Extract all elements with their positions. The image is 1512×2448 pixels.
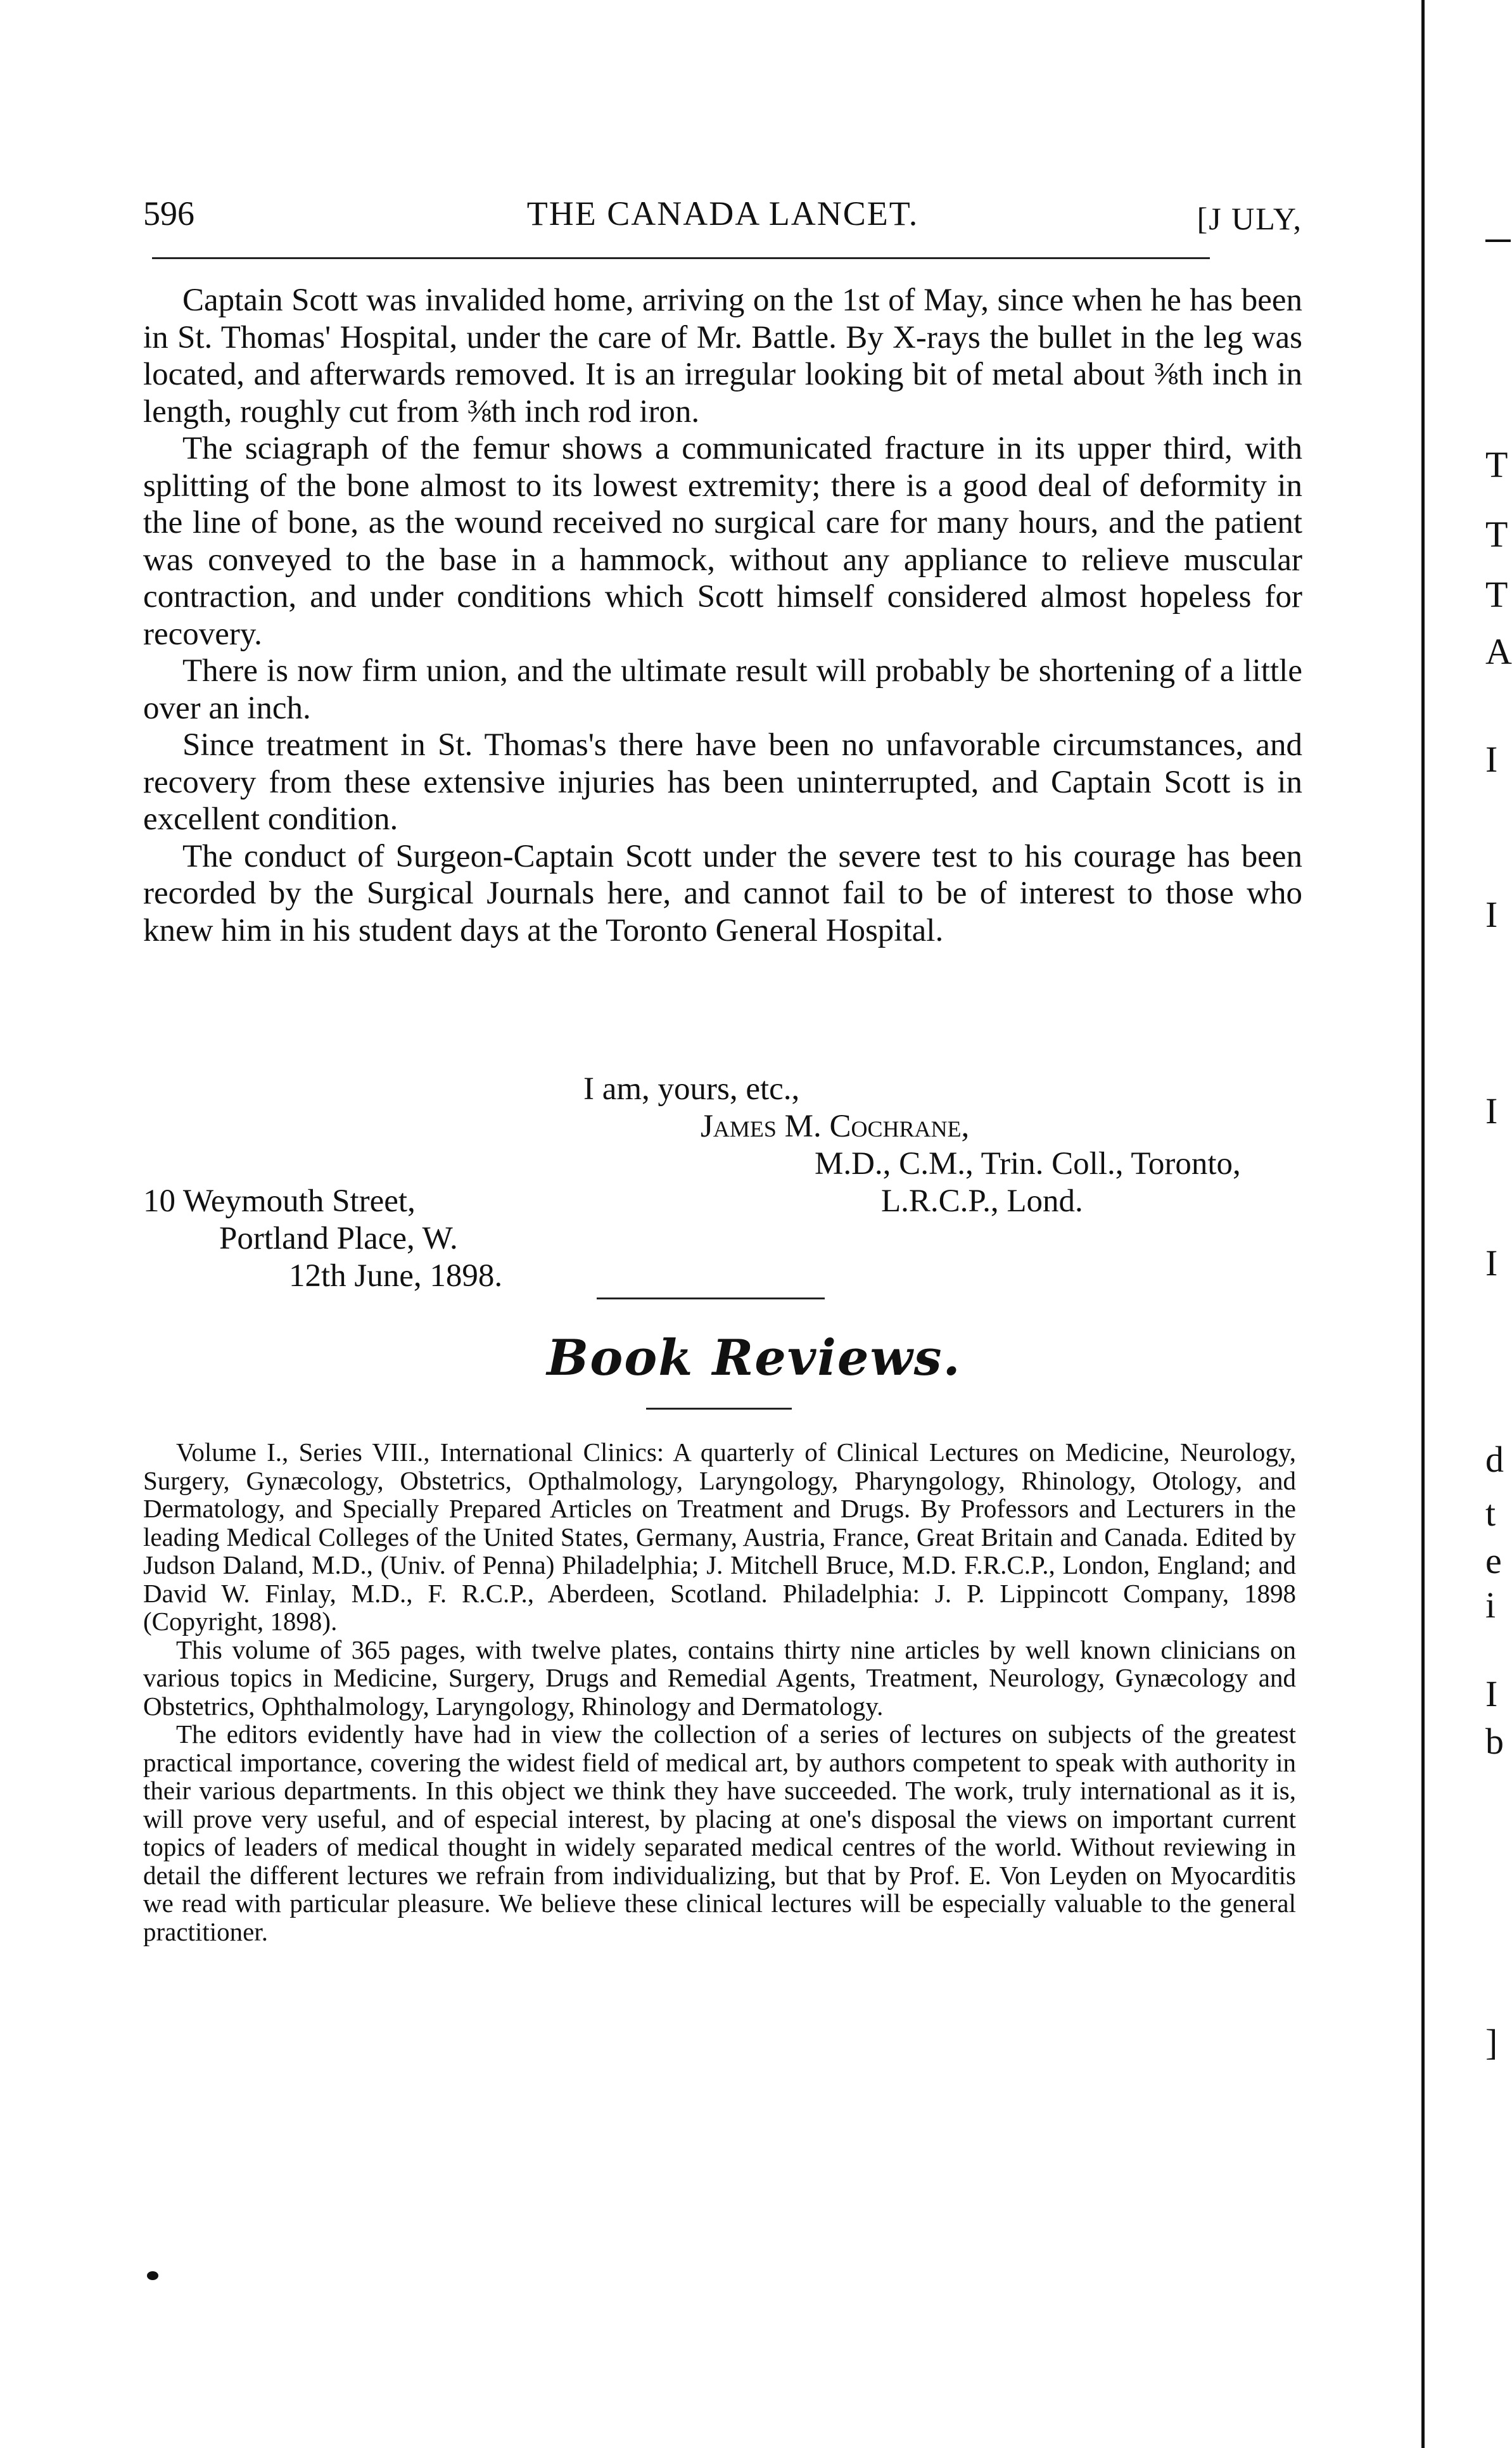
margin-fragment: t <box>1485 1493 1496 1534</box>
margin-fragment: T <box>1485 514 1508 555</box>
margin-fragment: T <box>1485 574 1508 615</box>
gutter-rule <box>1421 0 1425 2448</box>
page-number: 596 <box>143 194 194 233</box>
letter-paragraph: The conduct of Surgeon-Captain Scott under the severe test to his courage has been recorded by the Surgical Journals here, and cannot fail to be of interest to those who knew him in his student days at the Toronto General Hospital. <box>143 838 1302 948</box>
letter-date: 12th June, 1898. <box>289 1258 503 1294</box>
margin-fragment: ] <box>1485 2022 1498 2063</box>
signature-credentials: L.R.C.P., Lond. <box>881 1183 1083 1219</box>
margin-fragment: I <box>1485 1090 1498 1132</box>
closing: I am, yours, etc., <box>583 1071 800 1107</box>
margin-fragment: T <box>1485 444 1508 485</box>
section-title: Book Reviews. <box>547 1329 962 1387</box>
signature-credentials: M.D., C.M., Trin. Coll., Toronto, <box>815 1146 1241 1182</box>
margin-fragment: I <box>1485 739 1498 780</box>
letter-paragraph: Captain Scott was invalided home, arriving on the 1st of May, since when he has been in St. Thomas' Hospital, under the care of Mr. Battle. By X-rays the bullet in the leg was located, and afterwards removed. It is an irregular looking bit of metal about ⅜th inch in length, roughly cut from ⅜th inch rod iron. <box>143 283 1302 430</box>
address-line: Portland Place, W. <box>219 1221 458 1256</box>
margin-fragment: A <box>1485 631 1512 672</box>
page-header <box>143 194 1302 251</box>
margin-fragment: e <box>1485 1540 1502 1581</box>
letter-paragraph: There is now firm union, and the ultimate result will probably be shortening of a little over an inch. <box>143 653 1302 726</box>
section-divider <box>597 1297 825 1299</box>
letter-body <box>143 282 1302 949</box>
running-head: THE CANADA LANCET. <box>526 194 919 233</box>
printer-mark <box>147 2271 158 2280</box>
letter-paragraph: Since treatment in St. Thomas's there have been no unfavorable circumstances, and recovery from these extensive injuries has been uninterrupted, and Captain Scott is in excellent condition. <box>143 727 1302 837</box>
margin-fragment: d <box>1485 1439 1504 1480</box>
review-paragraph: The editors evidently have had in view the collection of a series of lectures on subjects of the greatest practical importance, covering the widest field of medical art, by authors competent to speak with authority in their various departments. In this object we think they have succeeded. The work, truly international as it is, will prove very useful, and of especial interest, by placing at one's disposal the views on important current topics of leaders of medical thought in widely separated medical centres of the world. Without reviewing in detail the different lectures we refrain from individualizing, but that by Prof. E. Von Leyden on Myocarditis we read with particular pleasure. We believe these clinical lectures will be especially valuable to the general practitioner. <box>143 1719 1296 1946</box>
title-rule <box>646 1408 792 1410</box>
margin-fragment: I <box>1485 894 1498 935</box>
margin-fragment: b <box>1485 1721 1504 1762</box>
review-paragraph: This volume of 365 pages, with twelve plates, contains thirty nine articles by well known clinicians on various topics in Medicine, Surgery, Drugs and Remedial Agents, Treatment, Neurology, Gynæcology and Obstetrics, Ophthalmology, Laryngology, Rhinology and Dermatology. <box>143 1635 1296 1721</box>
margin-dash <box>1485 239 1511 242</box>
letter-paragraph: The sciagraph of the femur shows a communicated fracture in its upper third, with splitting of the bone almost to its lowest extremity; there is a good deal of deformity in the line of bone, as the wound received no surgical care for many hours, and the patient was conveyed to the base in a hammock, without any appliance to relieve muscular contraction, and under conditions which Scott himself considered almost hopeless for recovery. <box>143 431 1302 652</box>
signature-name: James M. Cochrane, <box>701 1109 970 1144</box>
book-review <box>143 1438 1296 1946</box>
margin-fragment: I <box>1485 1673 1498 1714</box>
header-rule <box>152 257 1210 259</box>
review-citation: Volume I., Series VIII., International Clinics: A quarterly of Clinical Lectures on Medicine, Neurology, Surgery, Gynæcology, Obstetrics, Opthalmology, Laryngology, Pharyngology, Rhinology, Otology, and Dermatology, and Specially Prepared Articles on Treatment and Drugs. By Professors and Lecturers in the leading Medical Colleges of the United States, Germany, Austria, France, Great Britain and Canada. Edited by Judson Daland, M.D., (Univ. of Penna) Philadelphia; J. Mitchell Bruce, M.D. F.R.C.P., London, England; and David W. Finlay, M.D., F. R.C.P., Aberdeen, Scotland. Philadelphia: J. P. Lippincott Company, 1898 (Copyright, 1898). <box>143 1438 1296 1636</box>
margin-fragment: i <box>1485 1584 1496 1626</box>
margin-fragment: I <box>1485 1242 1498 1284</box>
address-line: 10 Weymouth Street, <box>143 1183 416 1219</box>
running-head-month: [J ULY, <box>1197 201 1302 236</box>
